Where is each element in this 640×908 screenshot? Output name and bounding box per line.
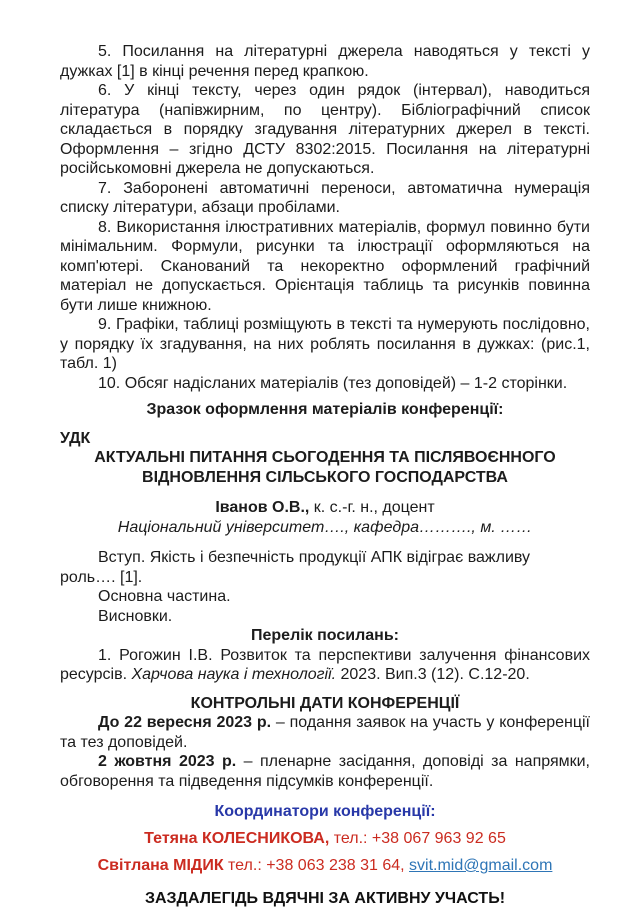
rule-paragraph-8: 8. Використання ілюстративних матеріалів, формул повинно бути мінімальним. Формули, рисунки та ілюстрації оформляються на комп'ютері. Сканований та некоректно оформлений графічний матеріал не допускається. Орієнтація таблиць та рисунків повинна бути лише книжною.: [60, 218, 590, 316]
rule-paragraph-7: 7. Заборонені автоматичні переноси, автоматична нумерація списку літератури, абзаци пробілами.: [60, 179, 590, 218]
author-degree: к. с.-г. н., доцент: [309, 499, 434, 516]
coordinator-line-1: [60, 829, 590, 849]
references-heading: Перелік посилань:: [60, 626, 590, 646]
dates-heading: КОНТРОЛЬНІ ДАТИ КОНФЕРЕНЦІЇ: [60, 694, 590, 714]
udk-label: УДК: [60, 429, 590, 449]
email-link[interactable]: svit.mid@gmail.com: [409, 857, 552, 874]
affiliation-line: Національний університет…., кафедра………., м. ……: [60, 518, 590, 538]
reference-journal: Харчова наука і технології.: [131, 666, 336, 683]
date-1-value: До 22 вересня 2023 р.: [98, 714, 271, 731]
rule-paragraph-6: 6. У кінці тексту, через один рядок (інтервал), наводиться література (напівжирним, по центру). Бібліографічний список складається в порядку згадування літературних джерел в тексті. Оформлення – згідно ДСТУ 8302:2015. Посилання на літературні російськомовні джерела не допускаються.: [60, 81, 590, 179]
date-1-description: – подання заявок на участь у конференції та тез доповідей.: [60, 714, 590, 751]
body-conclusions: Висновки.: [60, 607, 590, 627]
body-main-part: Основна частина.: [60, 587, 590, 607]
date-item-2: [60, 752, 590, 791]
coordinators-heading: Координатори конференції:: [60, 802, 590, 822]
reference-tail: 2023. Вип.3 (12). С.12-20.: [336, 666, 530, 683]
date-item-1: [60, 713, 590, 752]
sample-title: АКТУАЛЬНІ ПИТАННЯ СЬОГОДЕННЯ ТА ПІСЛЯВОЄННОГО ВІДНОВЛЕННЯ СІЛЬСЬКОГО ГОСПОДАРСТВА: [60, 448, 590, 487]
coordinator-2-name: Світлана МІДИК: [98, 857, 224, 874]
reference-item: [60, 646, 590, 685]
date-2-description: – пленарне засідання, доповіді за напрямки, обговорення та підведення підсумків конференції.: [60, 753, 590, 790]
coordinator-2-phone: тел.: +38 063 238 31 64,: [224, 857, 409, 874]
closing-line: ЗАЗДАЛЕГІДЬ ВДЯЧНІ ЗА АКТИВНУ УЧАСТЬ!: [60, 889, 590, 908]
coordinator-line-2: [60, 856, 590, 876]
author-line: [60, 498, 590, 518]
coordinator-1-phone: тел.: +38 067 963 92 65: [329, 830, 506, 847]
rule-paragraph-5: 5. Посилання на літературні джерела наводяться у тексті у дужках [1] в кінці речення перед крапкою.: [60, 42, 590, 81]
rule-paragraph-9: 9. Графіки, таблиці розміщують в тексті та нумерують послідовно, у порядку їх згадування, на них роблять посилання в дужках: (рис.1, табл. 1): [60, 315, 590, 374]
rule-paragraph-10: 10. Обсяг надісланих матеріалів (тез доповідей) – 1-2 сторінки.: [60, 374, 590, 394]
sample-heading: Зразок оформлення матеріалів конференції:: [60, 400, 590, 420]
reference-text: 1. Рогожин І.В. Розвиток та перспективи залучення фінансових ресурсів.: [60, 647, 590, 684]
body-intro: Вступ. Якість і безпечність продукції АПК відіграє важливу роль…. [1].: [60, 548, 590, 587]
author-name: Іванов О.В.,: [215, 499, 309, 516]
coordinator-1-name: Тетяна КОЛЕСНИКОВА,: [144, 830, 329, 847]
date-2-value: 2 жовтня 2023 р.: [98, 753, 236, 770]
